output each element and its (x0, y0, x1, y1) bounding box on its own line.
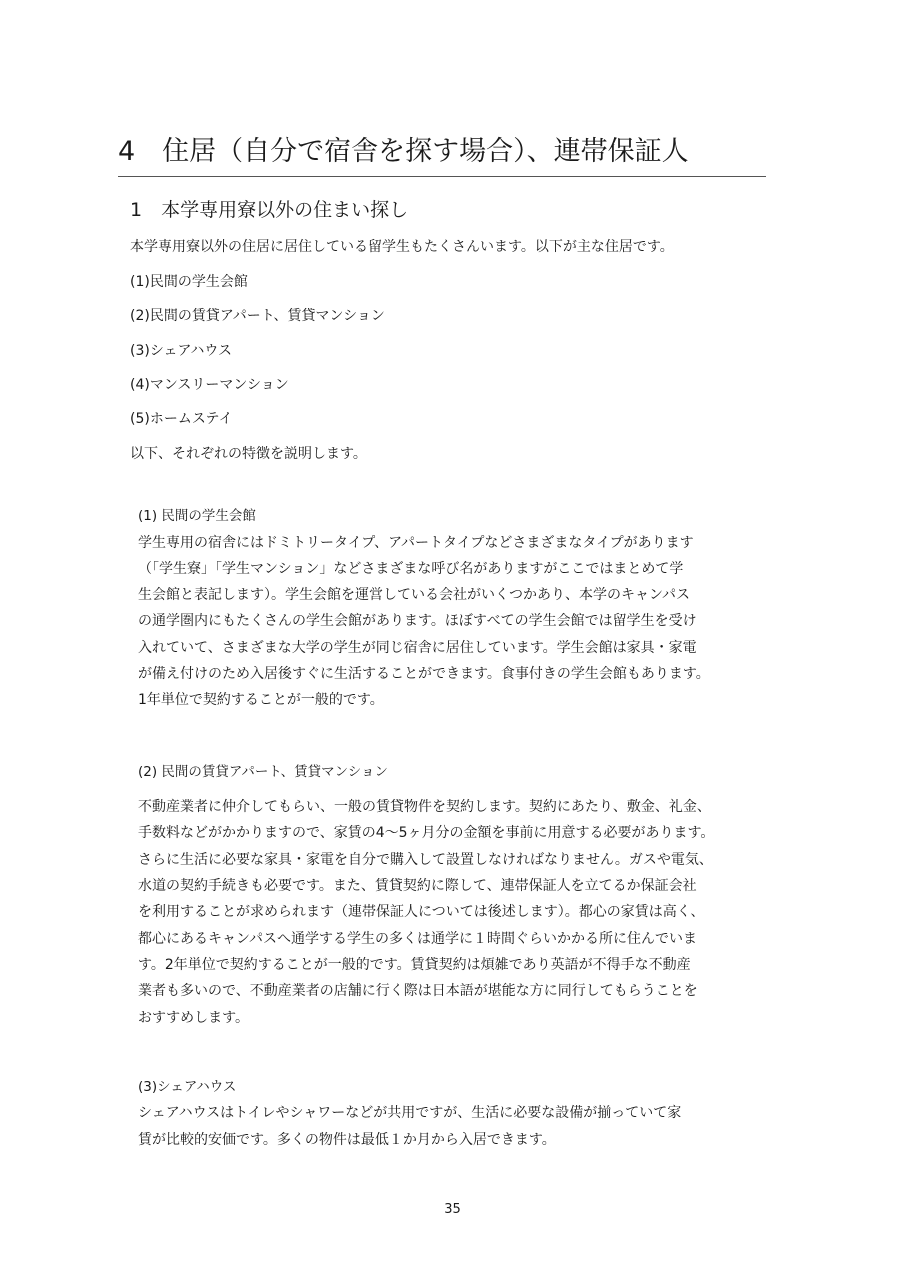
intro-list-item: (3)シェアハウス (130, 343, 233, 359)
paragraph-line: 水道の契約手続きも必要です。また、賃貸契約に際して、連帯保証人を立てるか保証会社 (138, 878, 697, 894)
paragraph-line: を利用することが求められます（連帯保証人については後述します）。都心の家賃は高く、 (138, 904, 705, 920)
intro-lead: 本学専用寮以外の住居に居住している留学生もたくさんいます。以下が主な住居です。 (130, 239, 674, 255)
paragraph-line: 業者も多いので、不動産業者の店舗に行く際は日本語が堪能な方に同行してもらうことを (138, 983, 698, 999)
paragraph-line: 1年単位で契約することが一般的です。 (138, 692, 384, 708)
paragraph-line: 不動産業者に仲介してもらい、一般の賃貸物件を契約します。契約にあたり、敷金、礼金、 (138, 799, 711, 815)
paragraph-line: おすすめします。 (138, 1010, 250, 1026)
paragraph-line: 学生専用の宿舎にはドミトリータイプ、アパートタイプなどさまざまなタイプがあります (138, 535, 694, 551)
subsection-heading-rental-apartment: (2) 民間の賃貸アパート、賃貸マンション (138, 764, 389, 780)
section-title: 1 本学専用寮以外の住まい探し (130, 199, 409, 221)
intro-list-item: (5)ホームステイ (130, 411, 233, 427)
page-number: 35 (444, 1202, 461, 1217)
paragraph-line: の通学圏内にもたくさんの学生会館があります。ほぼすべての学生会館では留学生を受け (138, 613, 697, 629)
chapter-title: 4 住居（自分で宿舎を探す場合）、連帯保証人 (118, 136, 689, 167)
subsection-heading-student-hall: (1) 民間の学生会館 (138, 508, 256, 524)
paragraph-line: シェアハウスはトイレやシャワーなどが共用ですが、生活に必要な設備が揃っていて家 (138, 1105, 682, 1121)
intro-closing: 以下、それぞれの特徴を説明します。 (130, 446, 367, 462)
intro-list-item: (2)民間の賃貸アパート、賃貸マンション (130, 308, 385, 324)
paragraph-line: 生会館と表記します）。学生会館を運営している会社がいくつかあり、本学のキャンパス (138, 587, 691, 603)
intro-list-item: (1)民間の学生会館 (130, 274, 248, 290)
paragraph-line: が備え付けのため入居後すぐに生活することができます。食事付きの学生会館もあります。 (138, 666, 710, 682)
paragraph-line: （「学生寮」「学生マンション」などさまざまな呼び名がありますがここではまとめて学 (138, 561, 684, 577)
paragraph-line: 手数料などがかかりますので、家賃の4～5ヶ月分の金額を事前に用意する必要があります。 (138, 825, 715, 841)
paragraph-line: 入れていて、さまざまな大学の学生が同じ宿舎に居住しています。学生会館は家具・家電 (138, 640, 697, 656)
paragraph-line: 賃が比較的安価です。多くの物件は最低１か月から入居できます。 (138, 1132, 556, 1148)
chapter-title-underline (118, 176, 766, 177)
paragraph-line: 都心にあるキャンパスへ通学する学生の多くは通学に１時間ぐらいかかる所に住んでいま (138, 931, 698, 947)
subsection-heading-share-house: (3)シェアハウス (138, 1079, 237, 1095)
paragraph-line: さらに生活に必要な家具・家電を自分で購入して設置しなければなりません。ガスや電気、 (138, 852, 713, 868)
intro-list-item: (4)マンスリーマンション (130, 377, 289, 393)
paragraph-line: す。2年単位で契約することが一般的です。賃貸契約は煩雑であり英語が不得手な不動産 (138, 957, 691, 973)
